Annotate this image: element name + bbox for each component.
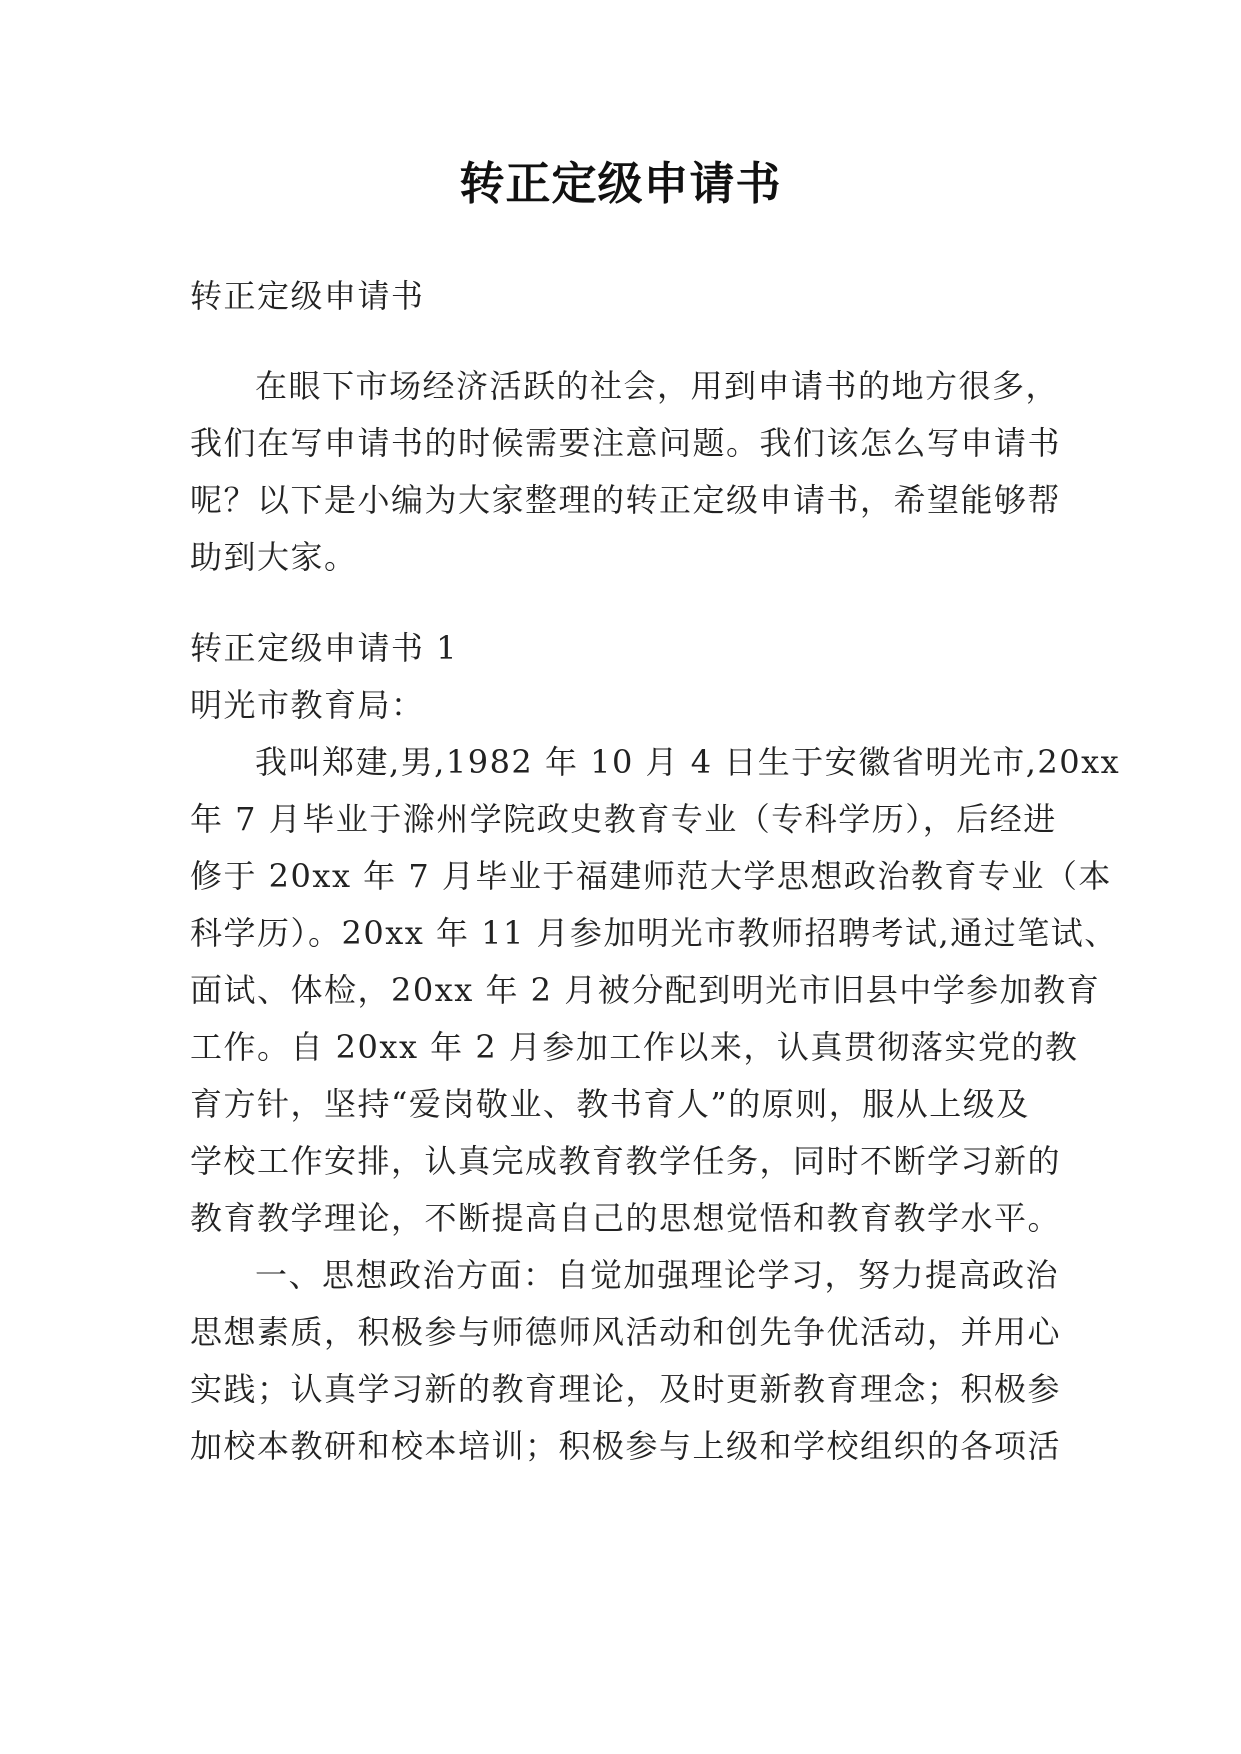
paragraph-line: 科学历）。20xx 年 11 月参加明光市教师招聘考试,通过笔试、 [190,914,1118,952]
document-subtitle [190,268,1070,325]
intro-line: 在眼下市场经济活跃的社会，用到申请书的地方很多， [255,367,1060,405]
paragraph-line: 教育教学理论，不断提高自己的思想觉悟和教育教学水平。 [190,1199,1062,1237]
subtitle-line: 转正定级申请书 [190,277,425,315]
section-heading: 转正定级申请书 1 [190,629,459,667]
paragraph-line: 修于 20xx 年 7 月毕业于福建师范大学思想政治教育专业（本 [190,857,1112,895]
intro-paragraph [190,358,1070,586]
paragraph-line: 工作。自 20xx 年 2 月参加工作以来，认真贯彻落实党的教 [190,1028,1079,1066]
paragraph-line: 育方针，坚持“爱岗敬业、教书育人”的原则，服从上级及 [190,1085,1030,1123]
paragraph-2 [190,1247,1070,1475]
paragraph-line: 加校本教研和校本培训；积极参与上级和学校组织的各项活 [190,1427,1062,1465]
paragraph-line: 思想素质，积极参与师德师风活动和创先争优活动，并用心 [190,1313,1062,1351]
paragraph-line: 年 7 月毕业于滁州学院政史教育专业（专科学历），后经进 [190,800,1057,838]
paragraph-line: 实践；认真学习新的教育理论，及时更新教育理念；积极参 [190,1370,1062,1408]
intro-line: 我们在写申请书的时候需要注意问题。我们该怎么写申请书 [190,424,1062,462]
paragraph-line: 面试、体检，20xx 年 2 月被分配到明光市旧县中学参加教育 [190,971,1101,1009]
paragraph-line: 一、思想政治方面：自觉加强理论学习，努力提高政治 [255,1256,1060,1294]
paragraph-line: 学校工作安排，认真完成教育教学任务，同时不断学习新的 [190,1142,1062,1180]
paragraph-1 [190,734,1121,1247]
intro-line: 助到大家。 [190,538,358,576]
intro-line: 呢？以下是小编为大家整理的转正定级申请书，希望能够帮 [190,481,1062,519]
document-title: 转正定级申请书 [459,157,782,210]
paragraph-line: 我叫郑建,男,1982 年 10 月 4 日生于安徽省明光市,20xx [255,743,1121,781]
letter-body [190,620,1121,1475]
addressee: 明光市教育局： [190,686,425,724]
